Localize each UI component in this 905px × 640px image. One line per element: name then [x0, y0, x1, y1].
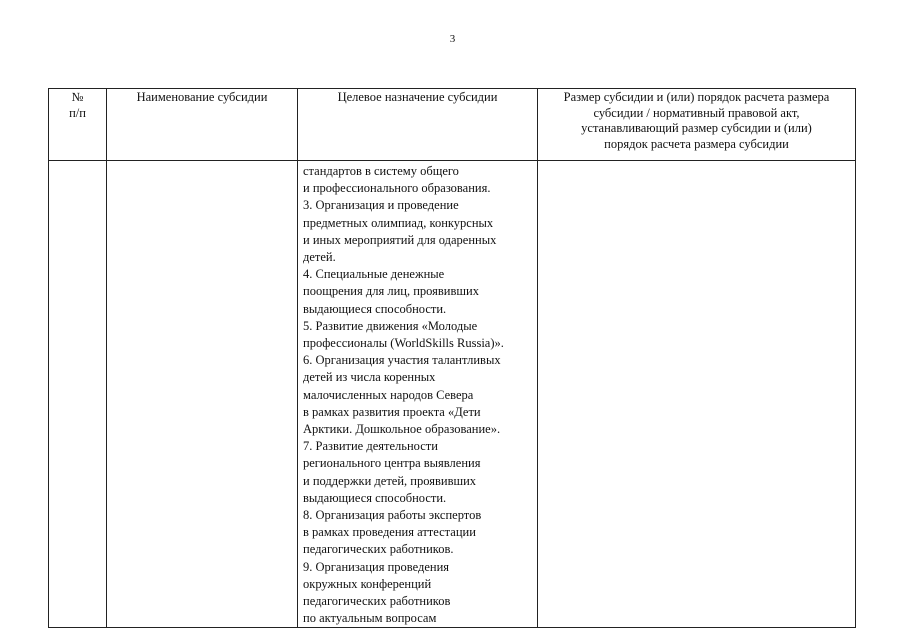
- cell-purpose: [298, 161, 538, 628]
- header-number-line-2: п/п: [69, 105, 86, 120]
- purpose-line: 4. Специальные денежные: [303, 267, 445, 282]
- header-size-line-2: субсидии / нормативный правовой акт,: [593, 105, 800, 120]
- purpose-line: 7. Развитие деятельности: [303, 439, 438, 454]
- purpose-line: Арктики. Дошкольное образование».: [303, 422, 501, 437]
- purpose-line: 8. Организация работы экспертов: [303, 508, 482, 523]
- header-size-line-1: Размер субсидии и (или) порядок расчета размера: [563, 90, 830, 104]
- table-row: [49, 161, 856, 628]
- purpose-line: и поддержки детей, проявивших: [303, 473, 477, 488]
- purpose-line: выдающиеся способности.: [303, 301, 447, 316]
- purpose-line: 6. Организация участия талантливых: [303, 353, 501, 368]
- header-subsidy-size: [538, 89, 856, 161]
- purpose-line: и иных мероприятий для одаренных: [303, 232, 497, 247]
- purpose-line: детей.: [303, 250, 336, 265]
- purpose-line: 3. Организация и проведение: [303, 198, 459, 213]
- cell-subsidy-name: [107, 161, 298, 628]
- purpose-line: выдающиеся способности.: [303, 490, 447, 505]
- header-subsidy-name: [107, 89, 298, 161]
- purpose-line: предметных олимпиад, конкурсных: [303, 215, 494, 230]
- header-purpose: [298, 89, 538, 161]
- cell-subsidy-size: [538, 161, 856, 628]
- purpose-line: окружных конференций: [303, 576, 432, 591]
- header-number: [49, 89, 107, 161]
- page-number: 3: [449, 33, 456, 45]
- header-purpose-text: Целевое назначение субсидии: [337, 90, 498, 104]
- purpose-line: по актуальным вопросам: [303, 611, 437, 626]
- purpose-text: [298, 161, 537, 627]
- purpose-line: малочисленных народов Севера: [303, 387, 474, 402]
- purpose-line: педагогических работников: [303, 594, 451, 609]
- header-size-line-4: порядок расчета размера субсидии: [604, 136, 789, 151]
- purpose-line: педагогических работников.: [303, 542, 454, 557]
- purpose-line: и профессионального образования.: [303, 181, 491, 196]
- purpose-line: стандартов в систему общего: [303, 164, 459, 178]
- purpose-line: детей из числа коренных: [303, 370, 436, 385]
- purpose-line: поощрения для лиц, проявивших: [303, 284, 479, 299]
- header-subsidy-name-text: Наименование субсидии: [136, 90, 268, 104]
- purpose-line: в рамках проведения аттестации: [303, 525, 476, 540]
- subsidy-table: [48, 88, 856, 628]
- cell-number: [49, 161, 107, 628]
- purpose-line: 5. Развитие движения «Молодые: [303, 318, 478, 333]
- purpose-line: профессионалы (WorldSkills Russia)».: [303, 336, 504, 351]
- purpose-line: в рамках развития проекта «Дети: [303, 404, 481, 419]
- header-size-line-3: устанавливающий размер субсидии и (или): [581, 121, 812, 135]
- purpose-line: 9. Организация проведения: [303, 559, 450, 574]
- purpose-line: регионального центра выявления: [303, 456, 481, 471]
- header-number-line-1: №: [71, 90, 84, 104]
- table-header-row: [49, 89, 856, 161]
